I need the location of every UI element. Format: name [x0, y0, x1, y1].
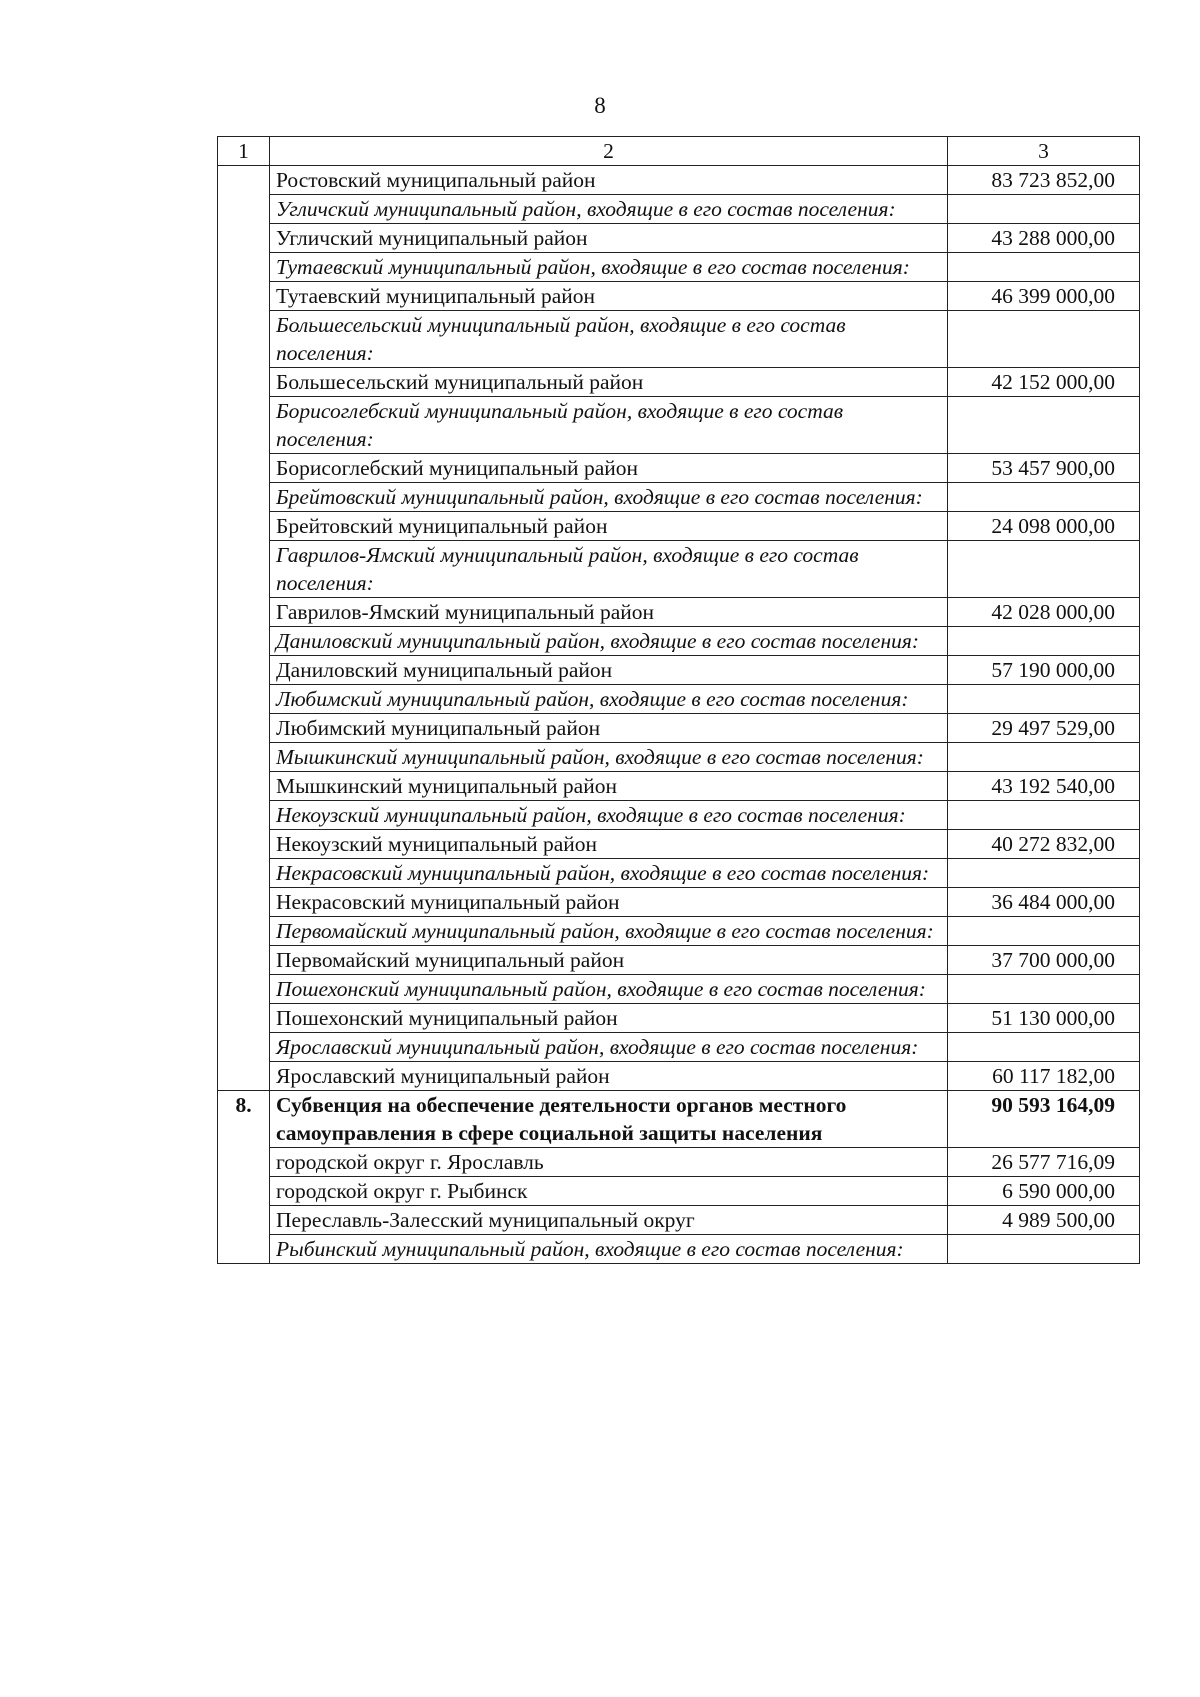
table-row [218, 195, 1140, 224]
table-row [218, 1004, 1140, 1033]
table-row [218, 975, 1140, 1004]
row-amount: 57 190 000,00 [948, 656, 1140, 685]
row-amount: 29 497 529,00 [948, 714, 1140, 743]
row-label: Брейтовский муниципальный район, входящие в его состав поселения: [270, 483, 948, 512]
row-label: Даниловский муниципальный район, входящие в его состав поселения: [270, 627, 948, 656]
table-row [218, 1062, 1140, 1091]
row-label: Ростовский муниципальный район [270, 166, 948, 195]
row-amount: 6 590 000,00 [948, 1177, 1140, 1206]
row-label: Ярославский муниципальный район [270, 1062, 948, 1091]
row-label: Борисоглебский муниципальный район, входящие в его состав поселения: [270, 397, 948, 454]
row-amount [948, 541, 1140, 598]
row-label: Большесельский муниципальный район [270, 368, 948, 397]
row-label: Любимский муниципальный район, входящие в его состав поселения: [270, 685, 948, 714]
row-label: Борисоглебский муниципальный район [270, 454, 948, 483]
table-row [218, 714, 1140, 743]
row-amount: 43 192 540,00 [948, 772, 1140, 801]
row-label: Тутаевский муниципальный район, входящие в его состав поселения: [270, 253, 948, 282]
table-row [218, 368, 1140, 397]
row-label: городской округ г. Ярославль [270, 1148, 948, 1177]
row-amount [948, 975, 1140, 1004]
row-label: Даниловский муниципальный район [270, 656, 948, 685]
table-row [218, 397, 1140, 454]
table-row [218, 627, 1140, 656]
row-amount [948, 1235, 1140, 1264]
row-amount [948, 801, 1140, 830]
row-amount: 40 272 832,00 [948, 830, 1140, 859]
row-number-cell [218, 166, 270, 1091]
table-row [218, 801, 1140, 830]
row-label: Пошехонский муниципальный район [270, 1004, 948, 1033]
table-row [218, 1091, 1140, 1148]
table-row [218, 166, 1140, 195]
row-label: Ярославский муниципальный район, входящие в его состав поселения: [270, 1033, 948, 1062]
table-row [218, 253, 1140, 282]
column-header-1: 1 [218, 137, 270, 166]
table-row [218, 888, 1140, 917]
table-row [218, 512, 1140, 541]
row-label: Угличский муниципальный район [270, 224, 948, 253]
row-label: Любимский муниципальный район [270, 714, 948, 743]
row-amount: 36 484 000,00 [948, 888, 1140, 917]
table-row [218, 282, 1140, 311]
row-label: Угличский муниципальный район, входящие в его состав поселения: [270, 195, 948, 224]
row-amount: 51 130 000,00 [948, 1004, 1140, 1033]
table-row [218, 946, 1140, 975]
table-row [218, 224, 1140, 253]
row-amount [948, 917, 1140, 946]
row-amount: 90 593 164,09 [948, 1091, 1140, 1148]
table-row [218, 685, 1140, 714]
row-amount: 53 457 900,00 [948, 454, 1140, 483]
row-label: Некоузский муниципальный район, входящие в его состав поселения: [270, 801, 948, 830]
row-amount [948, 397, 1140, 454]
table-row [218, 311, 1140, 368]
row-number-cell: 8. [218, 1091, 270, 1264]
row-label: Мышкинский муниципальный район, входящие в его состав поселения: [270, 743, 948, 772]
row-label: Гаврилов-Ямский муниципальный район [270, 598, 948, 627]
row-amount [948, 195, 1140, 224]
table-row [218, 772, 1140, 801]
row-amount: 42 028 000,00 [948, 598, 1140, 627]
row-label: Гаврилов-Ямский муниципальный район, входящие в его состав поселения: [270, 541, 948, 598]
table-row [218, 1177, 1140, 1206]
table-row [218, 598, 1140, 627]
row-amount [948, 685, 1140, 714]
row-label: Пошехонский муниципальный район, входящие в его состав поселения: [270, 975, 948, 1004]
row-label: Некрасовский муниципальный район [270, 888, 948, 917]
row-label: Субвенция на обеспечение деятельности органов местного самоуправления в сфере социальной защиты населения [270, 1091, 948, 1148]
table-row [218, 917, 1140, 946]
row-label: Брейтовский муниципальный район [270, 512, 948, 541]
row-amount [948, 483, 1140, 512]
row-amount: 26 577 716,09 [948, 1148, 1140, 1177]
row-amount [948, 253, 1140, 282]
table-row [218, 1235, 1140, 1264]
row-amount: 43 288 000,00 [948, 224, 1140, 253]
row-label: Большесельский муниципальный район, входящие в его состав поселения: [270, 311, 948, 368]
column-header-row [218, 137, 1140, 166]
row-label: Тутаевский муниципальный район [270, 282, 948, 311]
row-label: Первомайский муниципальный район [270, 946, 948, 975]
table-row [218, 454, 1140, 483]
row-label: Первомайский муниципальный район, входящие в его состав поселения: [270, 917, 948, 946]
row-amount: 46 399 000,00 [948, 282, 1140, 311]
column-header-2: 2 [270, 137, 948, 166]
row-amount: 83 723 852,00 [948, 166, 1140, 195]
table-row [218, 743, 1140, 772]
row-amount [948, 743, 1140, 772]
row-amount: 60 117 182,00 [948, 1062, 1140, 1091]
table-row [218, 1206, 1140, 1235]
table-row [218, 1148, 1140, 1177]
row-label: городской округ г. Рыбинск [270, 1177, 948, 1206]
row-amount: 24 098 000,00 [948, 512, 1140, 541]
table-row [218, 541, 1140, 598]
row-label: Рыбинский муниципальный район, входящие в его состав поселения: [270, 1235, 948, 1264]
row-amount [948, 1033, 1140, 1062]
table-row [218, 830, 1140, 859]
row-label: Некрасовский муниципальный район, входящие в его состав поселения: [270, 859, 948, 888]
row-amount: 37 700 000,00 [948, 946, 1140, 975]
row-label: Некоузский муниципальный район [270, 830, 948, 859]
row-amount [948, 311, 1140, 368]
table-row [218, 859, 1140, 888]
table-row [218, 1033, 1140, 1062]
row-amount: 4 989 500,00 [948, 1206, 1140, 1235]
row-amount: 42 152 000,00 [948, 368, 1140, 397]
table-body [218, 137, 1140, 1264]
table-row [218, 483, 1140, 512]
page-number: 8 [594, 93, 606, 118]
row-amount [948, 859, 1140, 888]
subvention-table [217, 136, 1140, 1264]
row-amount [948, 627, 1140, 656]
column-header-3: 3 [948, 137, 1140, 166]
row-label: Мышкинский муниципальный район [270, 772, 948, 801]
row-label: Переславль-Залесский муниципальный округ [270, 1206, 948, 1235]
table-row [218, 656, 1140, 685]
